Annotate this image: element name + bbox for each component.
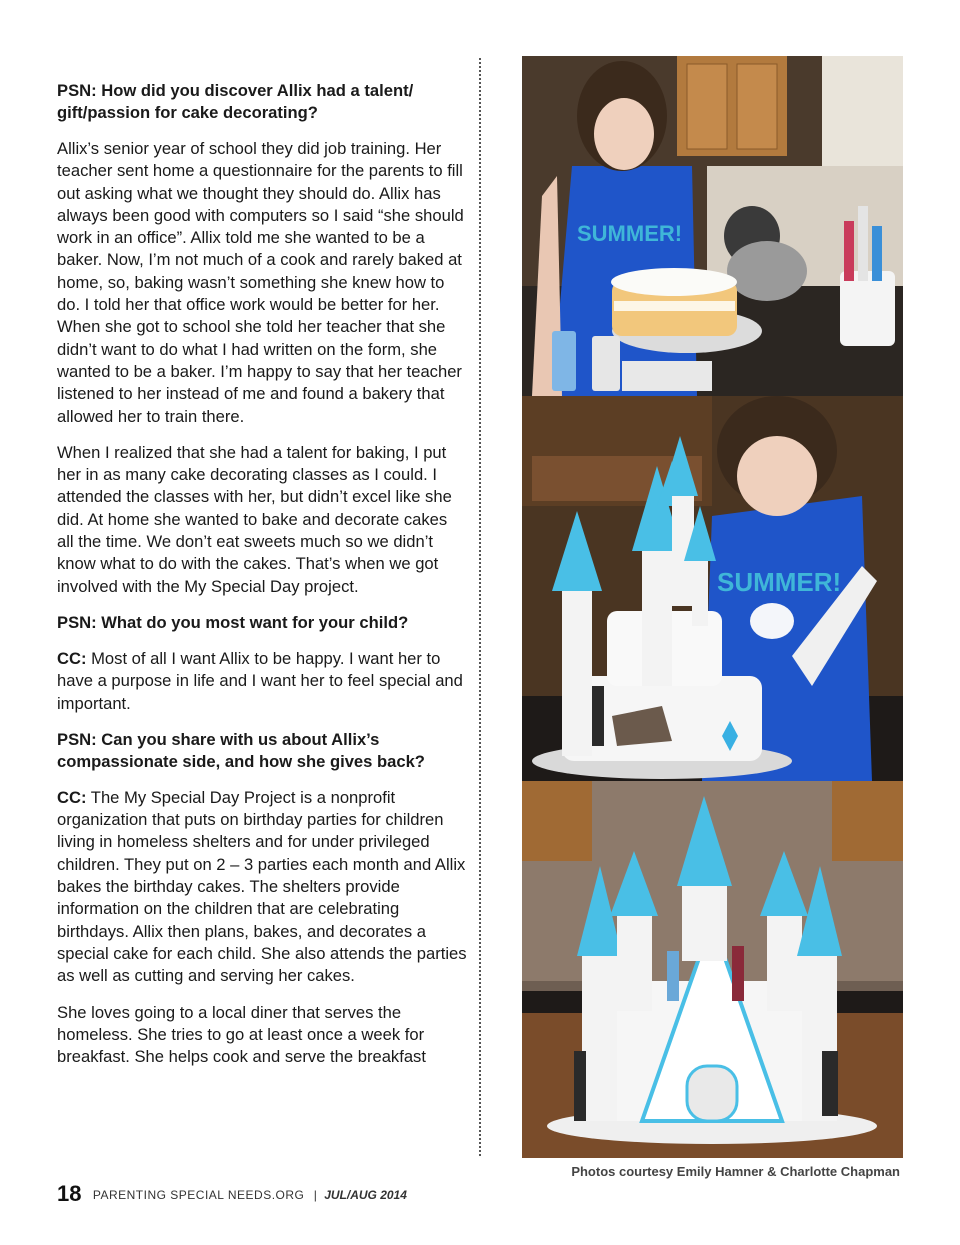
answer-2-lead: CC:	[57, 648, 87, 668]
answer-1-paragraph-2: When I realized that she had a talent for baking, I put her in as many cake decorating classes as I could. I attended the classes with her, but didn’t excel like she did. At home she wanted to bake and decorate cakes all the time. We don’t eat sweets much so we didn’t know what to do with the cakes. That’s when we got involved with the My Special Day project.	[57, 442, 452, 596]
question-3: PSN: Can you share with us about Allix’s compassionate side, and how she gives back?	[57, 729, 425, 771]
page-number: 18	[57, 1181, 82, 1206]
answer-3-lead: CC:	[57, 787, 87, 807]
question-1: PSN: How did you discover Allix had a talent/ gift/passion for cake decorating?	[57, 81, 414, 122]
question-2: PSN: What do you most want for your child?	[57, 612, 409, 632]
answer-2	[57, 648, 467, 715]
footer-site: PARENTING SPECIAL NEEDS.ORG	[92, 1188, 305, 1202]
page-footer	[57, 1181, 407, 1207]
article-column	[57, 80, 467, 1082]
answer-3	[57, 787, 467, 988]
photo-credit: Photos courtesy Emily Hamner & Charlotte Chapman	[571, 1164, 900, 1179]
photo-decorating-castle	[522, 396, 903, 781]
column-divider	[479, 58, 481, 1156]
photo-frosting-cake	[522, 56, 903, 396]
shirt-text-1: SUMMER!	[577, 221, 683, 246]
footer-issue: JUL/AUG 2014	[324, 1188, 407, 1202]
footer-separator: |	[313, 1188, 317, 1202]
photo-finished-castle	[522, 781, 903, 1158]
answer-3-text: The My Special Day Project is a nonprofit organization that puts on birthday parties for children living in homeless shelters and for under privileged children. They put on 2 – 3 parties each month and Allix bakes the birthday cakes. The shelters provide information on the children that are celebrating birthdays. Allix then plans, bakes, and decorates a special cake for each child. She also attends the parties as well as cutting and serving her cakes.	[57, 787, 467, 986]
shirt-text-2: SUMMER!	[717, 567, 842, 597]
answer-1-paragraph-1: Allix’s senior year of school they did job training. Her teacher sent home a questionnaire for the parents to fill out asking what we thought they should do. Allix has always been good with computers so I said “she should work in an office”. Allix told me she wanted to be a baker. Now, I’m not much of a cook and rarely baked at home, so, baking wasn’t something she knew how to do. I told her that office work would be better for her. When she got to school she told her teacher that she didn’t want to do what I had written on the form, she wanted to be a baker. I’m happy to say that her teacher listened to her instead of me and found a bakery that allowed her to train there.	[57, 139, 464, 426]
answer-3-paragraph-2: She loves going to a local diner that serves the homeless. She tries to go at least once a week for breakfast. She helps cook and serve the breakfast	[57, 1002, 426, 1067]
answer-2-text: Most of all I want Allix to be happy. I want her to have a purpose in life and I want her to feel special and important.	[57, 648, 463, 713]
